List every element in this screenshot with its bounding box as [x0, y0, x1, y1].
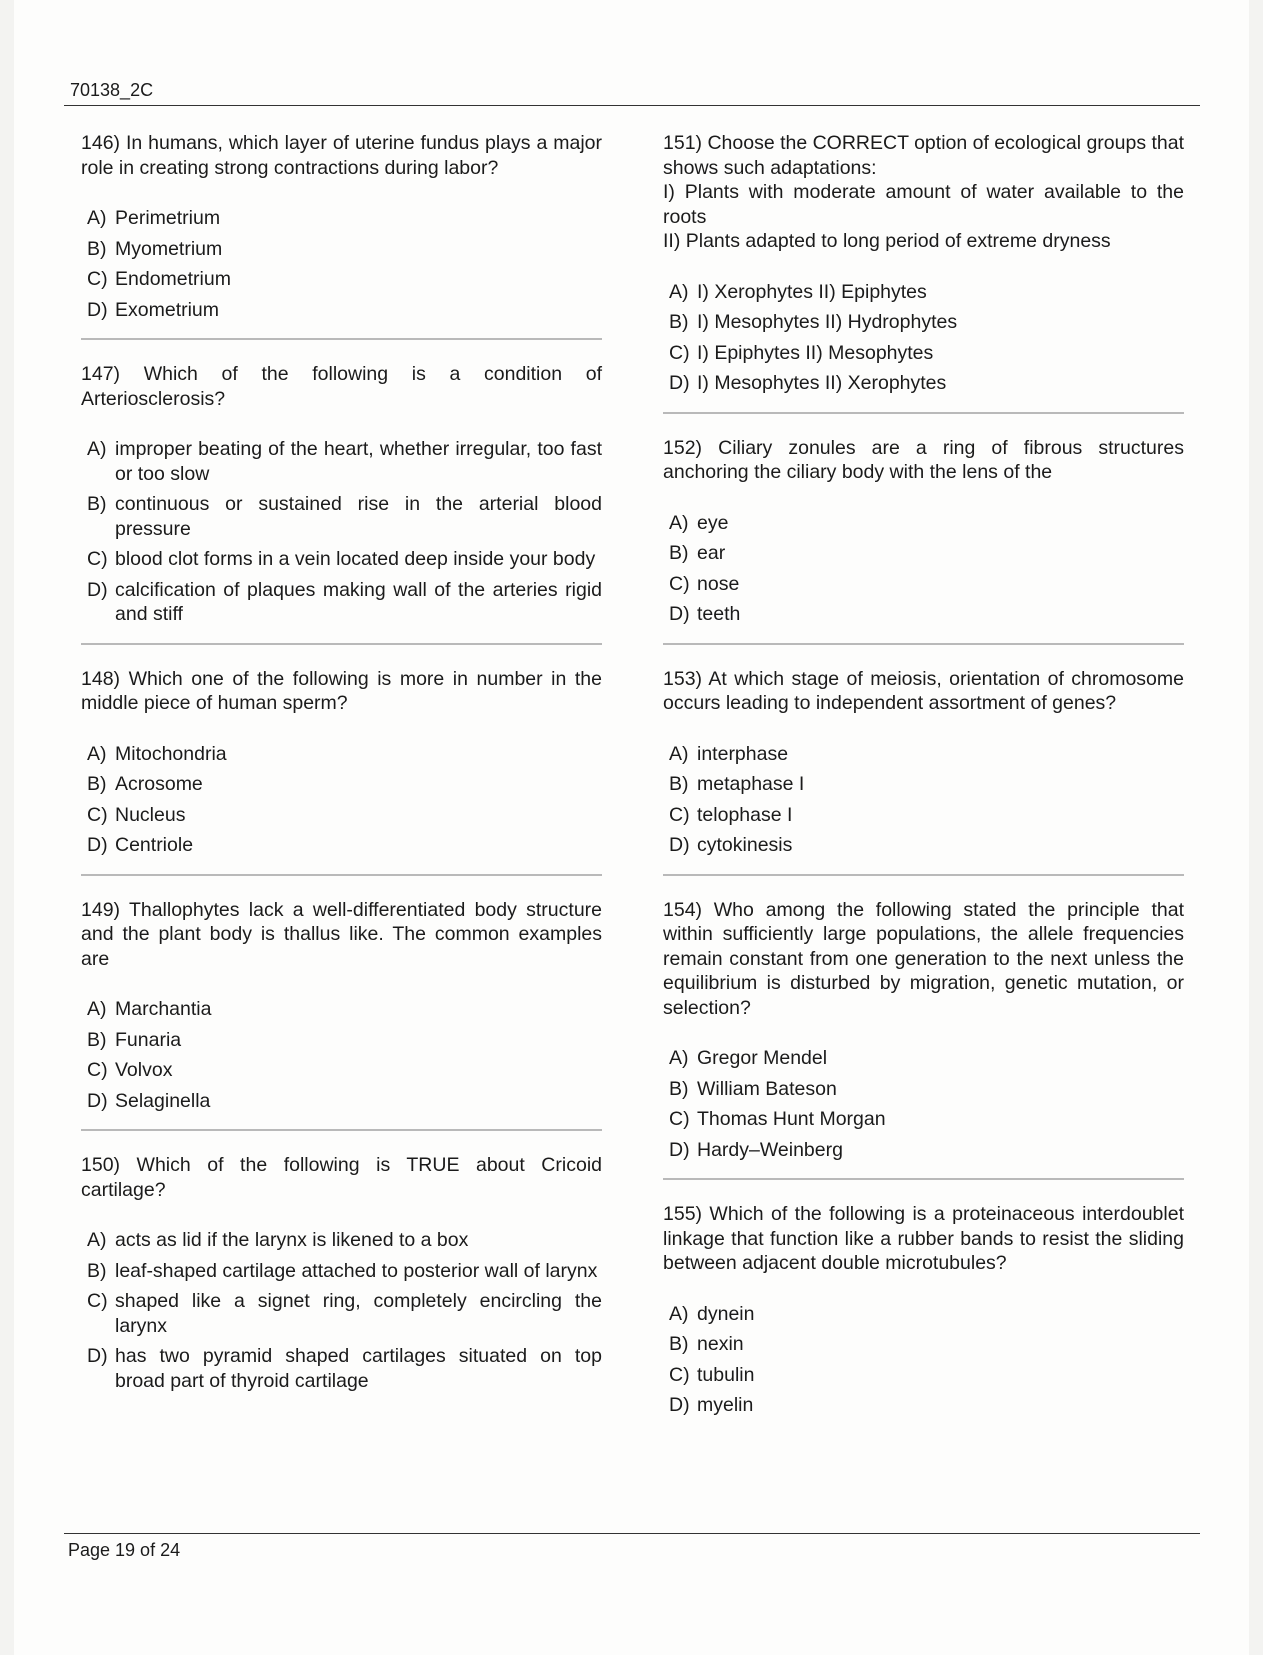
- question-152: [663, 436, 1184, 627]
- question-148: [81, 667, 602, 858]
- option-text: cytokinesis: [697, 834, 793, 856]
- option-text: metaphase I: [697, 773, 805, 795]
- option-list: [663, 1302, 1184, 1418]
- option-d: [663, 833, 1184, 858]
- option-a: [663, 511, 1184, 536]
- option-list: [81, 206, 602, 322]
- option-text: improper beating of the heart, whether irregular, too fast or too slow: [115, 438, 602, 485]
- option-list: [81, 997, 602, 1113]
- question-divider: [663, 643, 1184, 645]
- option-label: B): [87, 493, 107, 515]
- option-b: [81, 237, 602, 262]
- option-label: A): [87, 742, 107, 765]
- option-list: [663, 280, 1184, 396]
- question-stem: 148) Which one of the following is more in number in the middle piece of human sperm?: [81, 667, 602, 714]
- question-151: [663, 131, 1184, 396]
- option-text: acts as lid if the larynx is likened to a box: [115, 1229, 469, 1251]
- option-text: teeth: [697, 603, 741, 625]
- question-155: [663, 1202, 1184, 1418]
- option-label: C): [669, 572, 690, 595]
- option-label: C): [669, 1108, 690, 1130]
- option-text: ear: [697, 542, 726, 564]
- option-label: B): [669, 773, 689, 795]
- question-150: [81, 1153, 602, 1393]
- option-list: [663, 1046, 1184, 1162]
- option-text: I) Mesophytes II) Xerophytes: [697, 372, 947, 394]
- option-text: Selaginella: [115, 1089, 211, 1112]
- option-b: [81, 772, 602, 797]
- option-text: blood clot forms in a vein located deep inside your body: [115, 548, 596, 570]
- question-stem: 149) Thallophytes lack a well-differentiated body structure and the plant body is thallus like. The common examples are: [81, 898, 602, 970]
- option-text: myelin: [697, 1394, 754, 1416]
- stem-line: II) Plants adapted to long period of extreme dryness: [663, 230, 1111, 252]
- option-text: I) Epiphytes II) Mesophytes: [697, 341, 934, 364]
- option-a: [81, 997, 602, 1022]
- option-b: [663, 1077, 1184, 1102]
- paper-code: 70138_2C: [70, 80, 154, 100]
- option-text: I) Mesophytes II) Hydrophytes: [697, 311, 958, 333]
- option-label: B): [87, 1028, 107, 1051]
- question-stem: 152) Ciliary zonules are a ring of fibrous structures anchoring the ciliary body with the lens of the: [663, 436, 1184, 483]
- option-b: [81, 1259, 602, 1284]
- option-text: nexin: [697, 1333, 744, 1355]
- question-146: [81, 131, 602, 322]
- option-c: [81, 803, 602, 828]
- option-text: leaf-shaped cartilage attached to posterior wall of larynx: [115, 1259, 598, 1282]
- option-text: Centriole: [115, 834, 194, 856]
- option-label: D): [669, 1394, 690, 1416]
- option-c: [663, 1107, 1184, 1132]
- option-text: Nucleus: [115, 803, 186, 826]
- option-d: [663, 1393, 1184, 1418]
- stem-line: I) Plants with moderate amount of water available to the roots: [663, 181, 1184, 228]
- option-label: B): [669, 1333, 689, 1355]
- option-label: C): [87, 268, 108, 290]
- option-d: [81, 833, 602, 858]
- option-c: [663, 572, 1184, 597]
- question-stem: 154) Who among the following stated the principle that within sufficiently large populations, the allele frequencies remain constant from one generation to the next unless the equilibrium is disturbed by migration, genetic mutation, or selection?: [663, 898, 1184, 1019]
- option-label: B): [669, 311, 689, 333]
- option-list: [81, 1228, 602, 1393]
- question-stem: 146) In humans, which layer of uterine fundus plays a major role in creating strong contractions during labor?: [81, 132, 602, 179]
- option-d: [81, 578, 602, 627]
- option-a: [81, 1228, 602, 1253]
- option-label: D): [669, 1138, 690, 1161]
- question-divider: [81, 338, 602, 340]
- option-label: D): [87, 578, 108, 601]
- option-label: B): [669, 542, 689, 564]
- option-text: William Bateson: [697, 1077, 837, 1100]
- question-stem: 147) Which of the following is a condition of Arteriosclerosis?: [81, 363, 602, 410]
- option-list: [81, 742, 602, 858]
- option-text: Endometrium: [115, 268, 231, 290]
- option-label: D): [669, 372, 690, 394]
- option-b: [81, 492, 602, 541]
- option-text: Myometrium: [115, 237, 223, 260]
- option-b: [663, 310, 1184, 335]
- option-a: [663, 1302, 1184, 1327]
- option-d: [663, 602, 1184, 627]
- option-c: [81, 1058, 602, 1083]
- option-label: C): [87, 1290, 108, 1312]
- option-text: shaped like a signet ring, completely encircling the larynx: [115, 1290, 602, 1337]
- option-c: [81, 547, 602, 572]
- question-147: [81, 362, 602, 627]
- option-label: A): [669, 511, 689, 534]
- option-list: [663, 742, 1184, 858]
- option-label: A): [87, 438, 107, 460]
- option-text: Perimetrium: [115, 207, 221, 229]
- option-label: D): [669, 834, 690, 856]
- option-text: calcification of plaques making wall of the arteries rigid and stiff: [115, 578, 602, 625]
- option-text: nose: [697, 572, 740, 595]
- option-text: Marchantia: [115, 998, 212, 1020]
- option-b: [81, 1028, 602, 1053]
- option-d: [81, 298, 602, 323]
- option-text: Funaria: [115, 1028, 182, 1051]
- option-label: B): [87, 237, 107, 260]
- option-label: B): [669, 1077, 689, 1100]
- question-divider: [81, 643, 602, 645]
- option-text: I) Xerophytes II) Epiphytes: [697, 280, 927, 303]
- question-stem: 155) Which of the following is a proteinaceous interdoublet linkage that function like a rubber bands to resist the sliding between adjacent double microtubules?: [663, 1203, 1184, 1274]
- option-label: D): [669, 603, 690, 625]
- option-text: Mitochondria: [115, 742, 227, 765]
- option-text: Acrosome: [115, 773, 203, 795]
- header-rule: [64, 105, 1200, 106]
- option-text: eye: [697, 511, 729, 534]
- option-d: [81, 1344, 602, 1393]
- option-text: Gregor Mendel: [697, 1047, 828, 1069]
- option-a: [81, 206, 602, 231]
- option-d: [663, 1138, 1184, 1163]
- option-c: [81, 1289, 602, 1338]
- option-b: [663, 772, 1184, 797]
- option-label: A): [669, 1302, 689, 1325]
- question-153: [663, 667, 1184, 858]
- option-text: Thomas Hunt Morgan: [697, 1108, 886, 1130]
- right-question-column: [663, 131, 1184, 1424]
- question-divider: [663, 1178, 1184, 1180]
- option-text: Volvox: [115, 1059, 173, 1081]
- option-text: telophase I: [697, 803, 793, 826]
- option-label: C): [87, 803, 108, 826]
- page-number: Page 19 of 24: [68, 1540, 181, 1560]
- question-divider: [663, 412, 1184, 414]
- option-label: A): [669, 1047, 689, 1069]
- option-list: [663, 511, 1184, 627]
- option-text: dynein: [697, 1302, 755, 1325]
- question-149: [81, 898, 602, 1114]
- stem-line: 151) Choose the CORRECT option of ecological groups that shows such adaptations:: [663, 132, 1185, 179]
- option-c: [663, 803, 1184, 828]
- option-text: Exometrium: [115, 298, 220, 321]
- option-text: continuous or sustained rise in the arterial blood pressure: [115, 493, 602, 540]
- footer-rule: [64, 1533, 1200, 1534]
- option-c: [81, 267, 602, 292]
- option-label: A): [669, 742, 689, 765]
- option-a: [81, 437, 602, 486]
- question-divider: [81, 1129, 602, 1131]
- option-b: [663, 1332, 1184, 1357]
- option-label: C): [87, 548, 108, 570]
- option-label: C): [669, 341, 690, 364]
- option-label: A): [669, 280, 689, 303]
- option-label: C): [669, 803, 690, 826]
- option-label: D): [87, 298, 108, 321]
- option-label: D): [87, 1089, 108, 1112]
- question-154: [663, 898, 1184, 1163]
- left-question-column: [81, 131, 602, 1399]
- option-label: D): [87, 834, 108, 856]
- option-label: B): [87, 1259, 107, 1282]
- option-label: C): [669, 1363, 690, 1386]
- option-c: [663, 341, 1184, 366]
- option-label: C): [87, 1059, 108, 1081]
- option-label: B): [87, 773, 107, 795]
- question-stem: 150) Which of the following is TRUE about Cricoid cartilage?: [81, 1154, 602, 1201]
- option-a: [81, 742, 602, 767]
- option-label: A): [87, 207, 107, 229]
- option-c: [663, 1363, 1184, 1388]
- option-text: has two pyramid shaped cartilages situated on top broad part of thyroid cartilage: [115, 1345, 602, 1392]
- option-a: [663, 1046, 1184, 1071]
- option-d: [81, 1089, 602, 1114]
- option-list: [81, 437, 602, 627]
- question-stem: [663, 131, 1184, 254]
- option-b: [663, 541, 1184, 566]
- option-a: [663, 280, 1184, 305]
- option-text: interphase: [697, 742, 789, 765]
- question-stem: 153) At which stage of meiosis, orientation of chromosome occurs leading to independent assortment of genes?: [663, 667, 1184, 714]
- question-divider: [663, 874, 1184, 876]
- option-label: A): [87, 998, 107, 1020]
- option-text: Hardy–Weinberg: [697, 1138, 843, 1161]
- option-text: tubulin: [697, 1363, 755, 1386]
- option-label: D): [87, 1345, 108, 1367]
- option-d: [663, 371, 1184, 396]
- option-label: A): [87, 1229, 107, 1251]
- option-a: [663, 742, 1184, 767]
- question-divider: [81, 874, 602, 876]
